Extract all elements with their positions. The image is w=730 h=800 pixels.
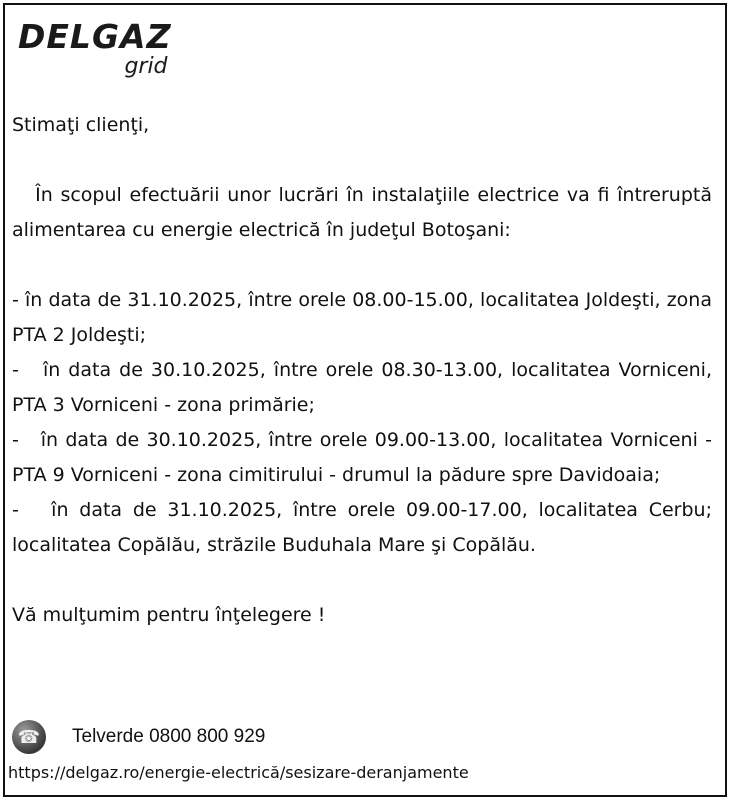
intro-paragraph: În scopul efectuării unor lucrări în instalaţiile electrice va fi întreruptă alimentarea cu energie electrică în judeţul Botoşani: xyxy=(12,184,719,241)
outage-item-1: - în data de 31.10.2025, între orele 08.00-15.00, localitatea Joldeşti, zona PTA 2 Joldeşti; xyxy=(12,289,719,346)
outage-item-4: - în data de 31.10.2025, între orele 09.00-17.00, localitatea Cerbu; localitatea Copălău, străzile Buduhala Mare şi Copălău. xyxy=(12,499,719,556)
closing-line: Vă mulţumim pentru înţelegere ! xyxy=(12,604,326,626)
contact-line xyxy=(12,720,265,754)
delgaz-logo xyxy=(18,18,172,78)
logo-sub: grid xyxy=(124,54,168,79)
logo-name: DELGAZ xyxy=(18,17,172,56)
outage-item-2: - în data de 30.10.2025, între orele 08.30-13.00, localitatea Vorniceni, PTA 3 Vorniceni - zona primărie; xyxy=(12,359,719,416)
hotline-text: Telverde 0800 800 929 xyxy=(72,726,266,747)
report-url[interactable]: https://delgaz.ro/energie-electrică/sesizare-deranjamente xyxy=(8,763,469,782)
phone-icon: ☎ xyxy=(12,720,46,754)
greeting: Stimaţi clienţi, xyxy=(12,114,150,136)
outage-item-3: - în data de 30.10.2025, între orele 09.00-13.00, localitatea Vorniceni -PTA 9 Vorniceni - zona cimitirului - drumul la pădure spre Davidoaia; xyxy=(12,429,712,486)
notice-body xyxy=(12,108,719,633)
